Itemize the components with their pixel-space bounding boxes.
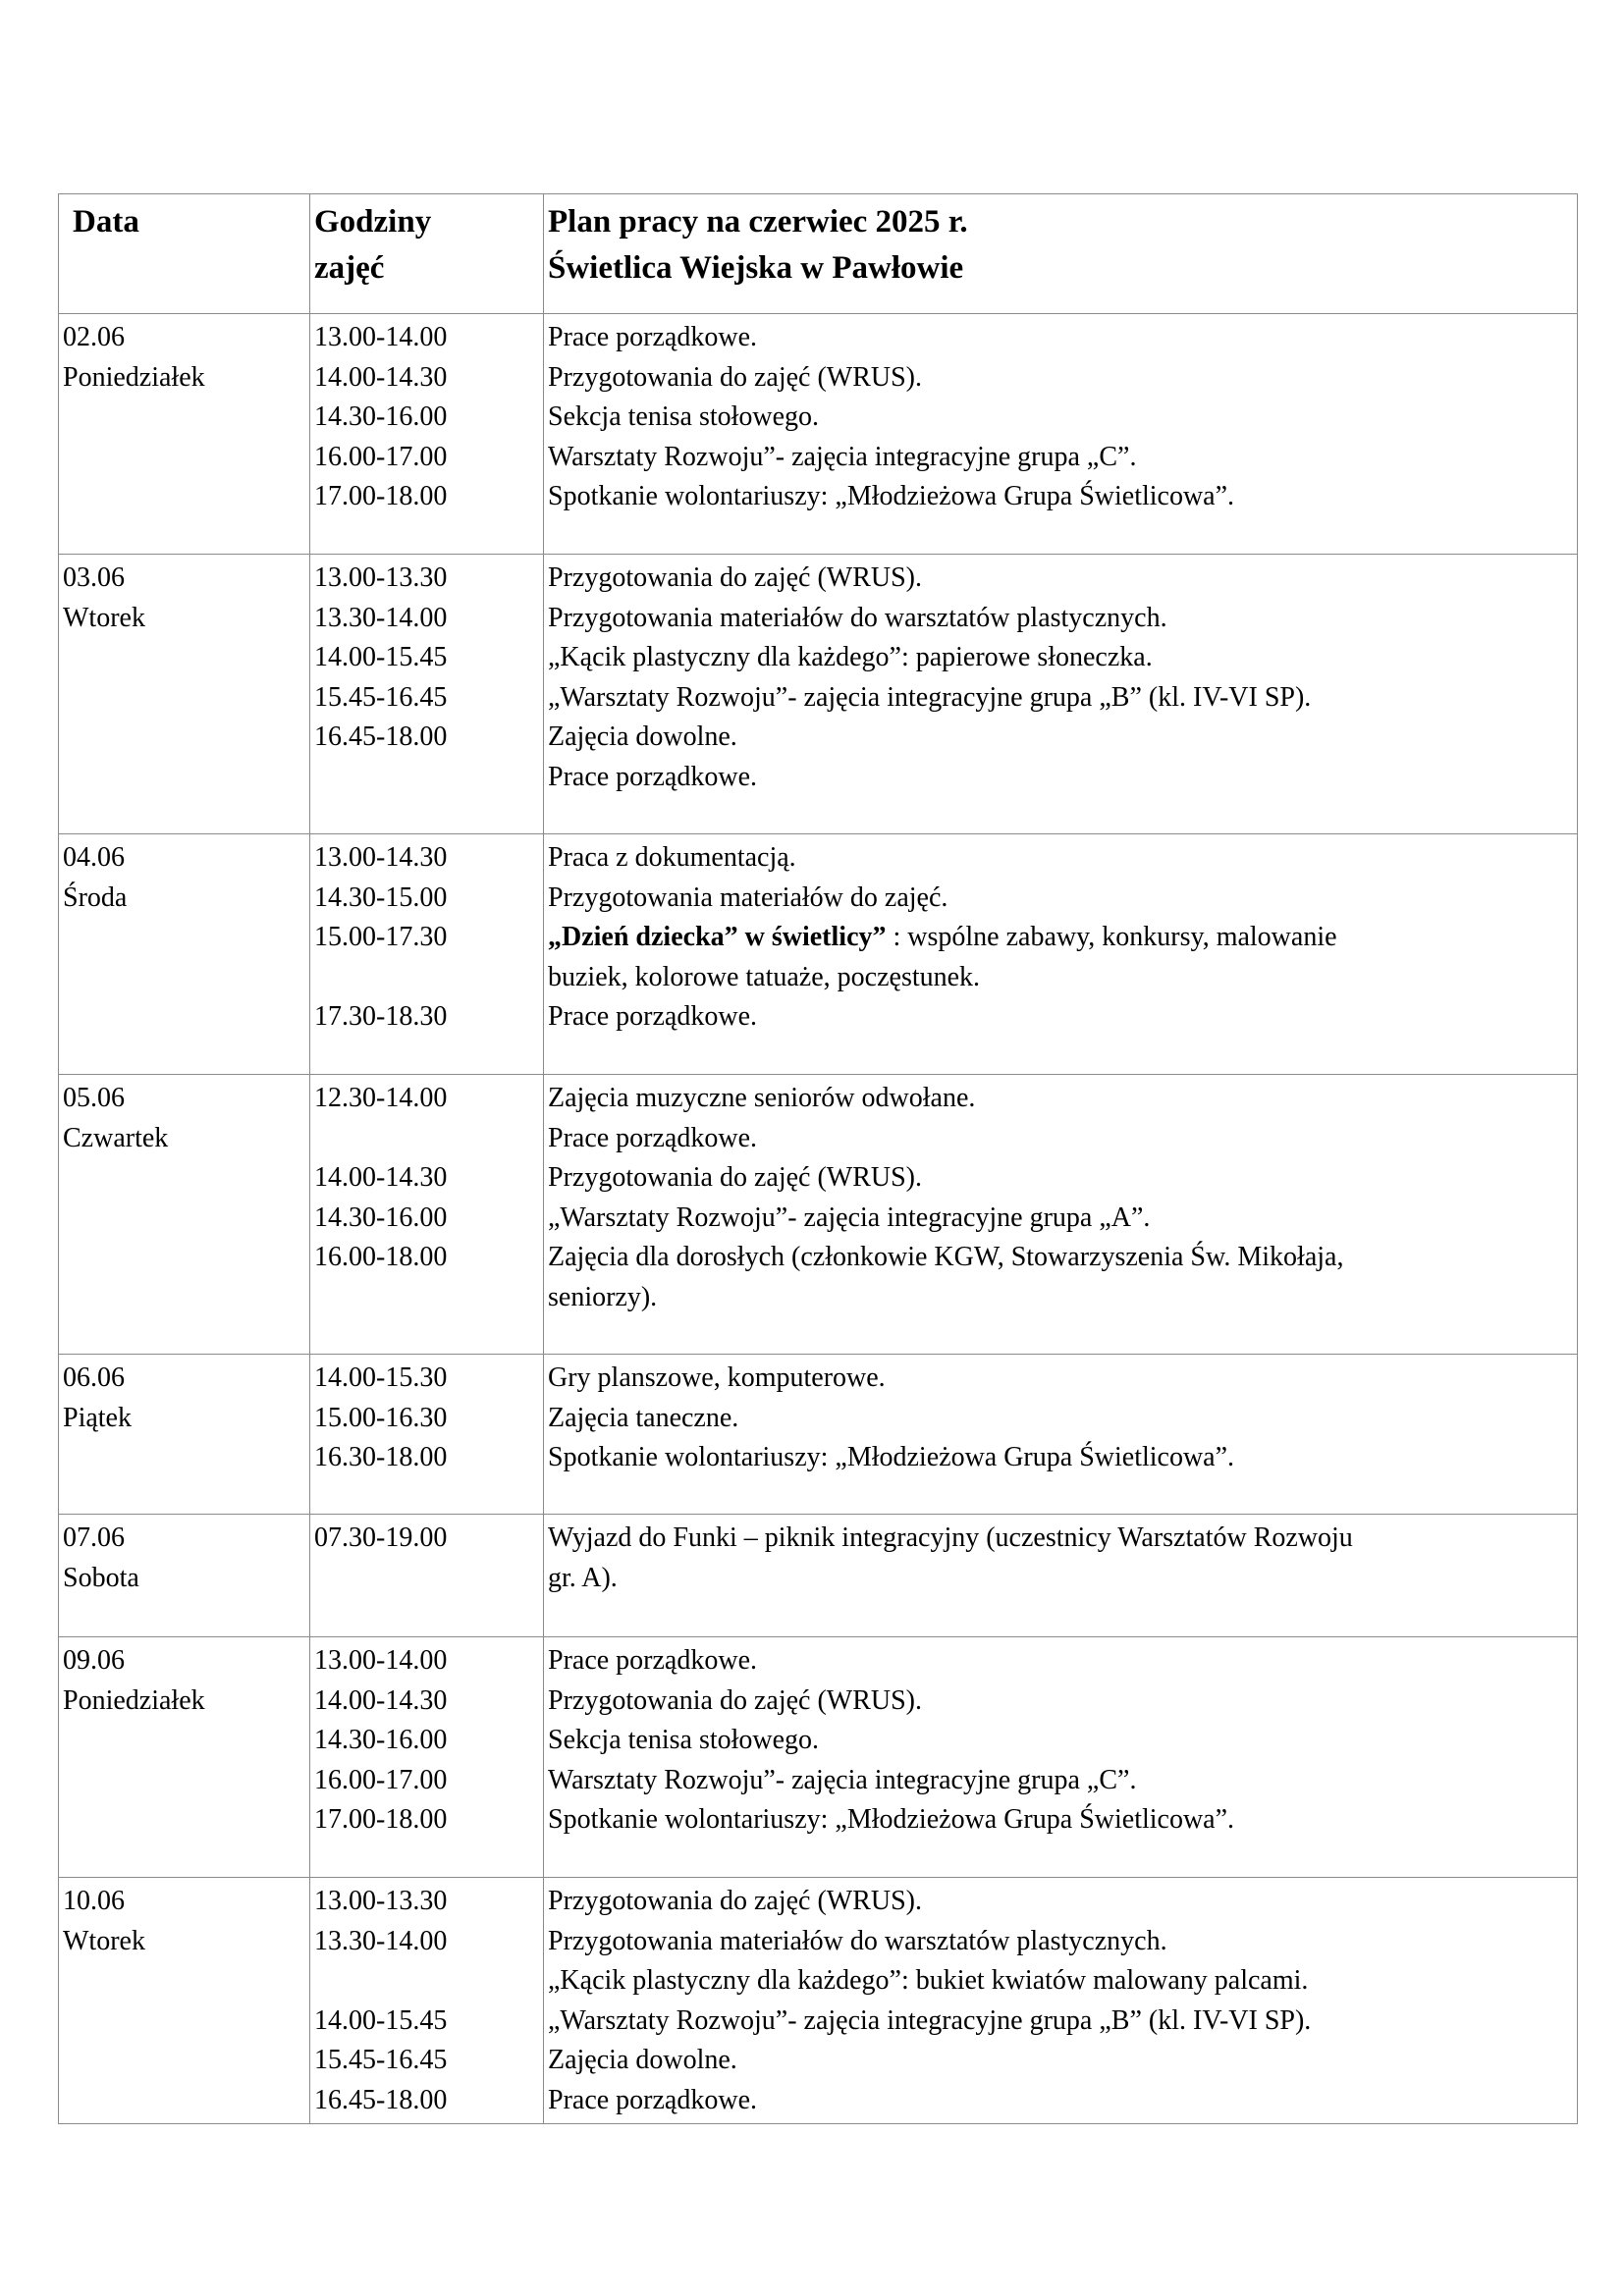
hour-slot: 14.30-16.00 — [314, 1725, 448, 1755]
hour-slot: 13.00-13.30 — [314, 562, 448, 593]
hour-slot: 15.45-16.45 — [314, 681, 448, 713]
hour-slot: 17.00-18.00 — [314, 481, 448, 511]
activity: Zajęcia muzyczne seniorów odwołane. — [548, 1083, 976, 1113]
plan-title: Plan pracy na czerwiec 2025 r. — [548, 204, 968, 240]
activity: Prace porządkowe. — [548, 1645, 758, 1676]
hour-slot: 14.30-16.00 — [314, 1201, 448, 1233]
hours-cell — [310, 1075, 544, 1355]
date-value: 05.06 — [63, 1083, 125, 1113]
event-description: : wspólne zabawy, konkursy, malowanie — [886, 922, 1337, 952]
header-hours — [310, 194, 544, 314]
activities-cell — [544, 1515, 1578, 1637]
activity: Sekcja tenisa stołowego. — [548, 1725, 820, 1755]
activity: Wyjazd do Funki – piknik integracyjny (uczestnicy Warsztatów Rozwoju — [548, 1522, 1353, 1553]
activity: Przygotowania materiałów do warsztatów plastycznych. — [548, 602, 1167, 633]
activity: Zajęcia dowolne. — [548, 721, 737, 752]
header-hours-label-2: zajęć — [314, 250, 385, 286]
activity: seniorzy). — [548, 1281, 658, 1312]
hour-slot: 16.45-18.00 — [314, 721, 448, 752]
activity: Warsztaty Rozwoju”- zajęcia integracyjne grupa „C”. — [548, 441, 1137, 472]
hour-slot: 16.30-18.00 — [314, 1442, 448, 1472]
hour-slot: 15.00-17.30 — [314, 922, 448, 952]
hour-slot: 07.30-19.00 — [314, 1522, 448, 1553]
table-row — [59, 1878, 1578, 2124]
activity: Sekcja tenisa stołowego. — [548, 401, 820, 432]
activities-cell — [544, 834, 1578, 1075]
activity: gr. A). — [548, 1562, 618, 1593]
hour-slot — [314, 1119, 543, 1159]
hour-slot: 16.00-18.00 — [314, 1242, 448, 1272]
weekday-value: Wtorek — [63, 1925, 145, 1956]
activity: Przygotowania do zajęć (WRUS). — [548, 1684, 922, 1716]
hour-slot: 16.00-17.00 — [314, 1764, 448, 1795]
activities-cell — [544, 1075, 1578, 1355]
weekday-value: Piątek — [63, 1402, 132, 1433]
activity: buziek, kolorowe tatuaże, poczęstunek. — [548, 961, 981, 992]
activity: Prace porządkowe. — [548, 1001, 758, 1032]
date-value: 04.06 — [63, 842, 125, 873]
hour-slot: 14.30-16.00 — [314, 401, 448, 432]
date-value: 07.06 — [63, 1522, 125, 1553]
weekday-value: Poniedziałek — [63, 1684, 205, 1716]
weekday-value: Sobota — [63, 1562, 139, 1593]
date-cell — [59, 1355, 310, 1515]
hours-cell — [310, 834, 544, 1075]
hour-slot — [314, 958, 543, 998]
weekday-value: Środa — [63, 881, 128, 913]
hour-slot: 14.00-14.30 — [314, 361, 448, 393]
activity: „Kącik plastyczny dla każdego”: papierowe słoneczka. — [548, 642, 1153, 672]
activity: Warsztaty Rozwoju”- zajęcia integracyjne grupa „C”. — [548, 1764, 1137, 1795]
weekday-value: Poniedziałek — [63, 361, 205, 393]
table-row — [59, 834, 1578, 1075]
activity-event — [548, 918, 1557, 958]
hour-slot: 16.45-18.00 — [314, 2084, 448, 2115]
activities-cell — [544, 314, 1578, 555]
hour-slot: 13.00-14.00 — [314, 322, 448, 352]
activity: Przygotowania do zajęć (WRUS). — [548, 361, 922, 393]
hours-cell — [310, 1515, 544, 1637]
hour-slot: 17.00-18.00 — [314, 1804, 448, 1835]
activity: Prace porządkowe. — [548, 761, 758, 792]
hours-cell — [310, 314, 544, 555]
activity: Zajęcia taneczne. — [548, 1402, 739, 1433]
activity: Praca z dokumentacją. — [548, 842, 796, 873]
activity: Przygotowania materiałów do zajęć. — [548, 881, 948, 913]
table-row — [59, 1515, 1578, 1637]
date-value: 02.06 — [63, 322, 125, 352]
hours-cell — [310, 1637, 544, 1878]
hour-slot: 12.30-14.00 — [314, 1083, 448, 1113]
activity: Prace porządkowe. — [548, 1122, 758, 1153]
hour-slot: 13.00-13.30 — [314, 1886, 448, 1916]
hour-slot: 14.00-15.30 — [314, 1362, 448, 1393]
activity: Spotkanie wolontariuszy: „Młodzieżowa Grupa Świetlicowa”. — [548, 481, 1235, 511]
activities-cell — [544, 555, 1578, 834]
activity: Prace porządkowe. — [548, 2084, 758, 2115]
hour-slot: 13.30-14.00 — [314, 602, 448, 633]
header-date — [59, 194, 310, 314]
table-header-row — [59, 194, 1578, 314]
hour-slot: 14.00-14.30 — [314, 1684, 448, 1716]
hour-slot: 14.00-15.45 — [314, 642, 448, 672]
activity: „Kącik plastyczny dla każdego”: bukiet kwiatów malowany palcami. — [548, 1965, 1309, 1996]
activities-cell — [544, 1637, 1578, 1878]
header-hours-label-1: Godziny — [314, 204, 432, 240]
weekday-value: Czwartek — [63, 1122, 169, 1153]
plan-subtitle: Świetlica Wiejska w Pawłowie — [548, 250, 964, 286]
table-row — [59, 314, 1578, 555]
activities-cell — [544, 1355, 1578, 1515]
header-plan — [544, 194, 1578, 314]
hour-slot: 14.30-15.00 — [314, 881, 448, 913]
activity: Prace porządkowe. — [548, 322, 758, 352]
activity: „Warsztaty Rozwoju”- zajęcia integracyjne grupa „A”. — [548, 1201, 1151, 1233]
date-cell — [59, 1515, 310, 1637]
activity: Spotkanie wolontariuszy: „Młodzieżowa Grupa Świetlicowa”. — [548, 1804, 1235, 1835]
hours-cell — [310, 1355, 544, 1515]
activity: Przygotowania do zajęć (WRUS). — [548, 1162, 922, 1193]
table-row — [59, 555, 1578, 834]
activity: Zajęcia dla dorosłych (członkowie KGW, Stowarzyszenia Św. Mikołaja, — [548, 1242, 1344, 1272]
date-value: 03.06 — [63, 562, 125, 593]
activities-cell — [544, 1878, 1578, 2124]
activity: Zajęcia dowolne. — [548, 2045, 737, 2075]
date-cell — [59, 834, 310, 1075]
event-title: „Dzień dziecka” w świetlicy” — [548, 922, 887, 952]
table-row — [59, 1355, 1578, 1515]
hour-slot: 15.00-16.30 — [314, 1402, 448, 1433]
hour-slot: 13.00-14.00 — [314, 1645, 448, 1676]
date-cell — [59, 1075, 310, 1355]
hour-slot: 16.00-17.00 — [314, 441, 448, 472]
hour-slot: 14.00-15.45 — [314, 2004, 448, 2036]
hour-slot: 17.30-18.30 — [314, 1001, 448, 1032]
activity: Przygotowania materiałów do warsztatów plastycznych. — [548, 1925, 1167, 1956]
date-cell — [59, 1878, 310, 2124]
date-cell — [59, 314, 310, 555]
hours-cell — [310, 1878, 544, 2124]
activity: Gry planszowe, komputerowe. — [548, 1362, 886, 1393]
hour-slot: 15.45-16.45 — [314, 2045, 448, 2075]
table-row — [59, 1637, 1578, 1878]
date-value: 10.06 — [63, 1886, 125, 1916]
hour-slot — [314, 1961, 543, 2002]
date-value: 09.06 — [63, 1645, 125, 1676]
hour-slot: 13.30-14.00 — [314, 1925, 448, 1956]
activity: „Warsztaty Rozwoju”- zajęcia integracyjne grupa „B” (kl. IV-VI SP). — [548, 2004, 1312, 2036]
hour-slot: 14.00-14.30 — [314, 1162, 448, 1193]
hour-slot: 13.00-14.30 — [314, 842, 448, 873]
activity: Przygotowania do zajęć (WRUS). — [548, 562, 922, 593]
activity: Spotkanie wolontariuszy: „Młodzieżowa Grupa Świetlicowa”. — [548, 1442, 1235, 1472]
date-cell — [59, 1637, 310, 1878]
activity: „Warsztaty Rozwoju”- zajęcia integracyjne grupa „B” (kl. IV-VI SP). — [548, 681, 1312, 713]
hours-cell — [310, 555, 544, 834]
activity: Przygotowania do zajęć (WRUS). — [548, 1886, 922, 1916]
header-date-label: Data — [73, 204, 139, 240]
date-cell — [59, 555, 310, 834]
table-row — [59, 1075, 1578, 1355]
weekday-value: Wtorek — [63, 602, 145, 633]
date-value: 06.06 — [63, 1362, 125, 1393]
schedule-table — [58, 193, 1578, 2124]
